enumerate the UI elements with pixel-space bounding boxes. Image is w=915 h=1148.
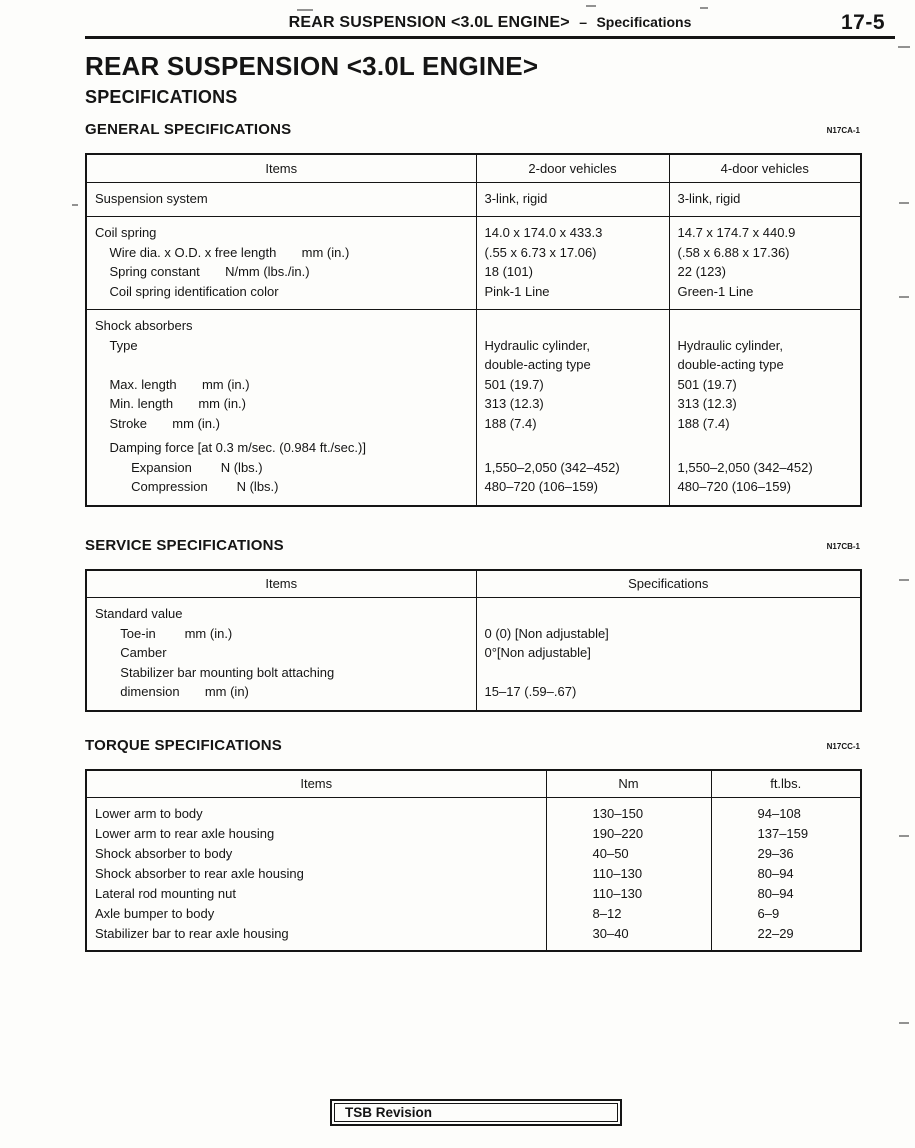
- torque-ftlbs: 137–159: [757, 826, 809, 841]
- general-specifications-table: [85, 153, 862, 507]
- torque-specifications-heading: TORQUE SPECIFICATIONS: [85, 736, 282, 754]
- torque-item: Lower arm to rear axle housing: [95, 826, 275, 841]
- spec-line: Min. length mm (in.): [95, 396, 246, 411]
- tsb-revision-inner: [334, 1103, 618, 1122]
- torque-specifications-heading-row: [85, 737, 860, 755]
- torque-nm: 30–40: [592, 926, 629, 941]
- service-specifications-heading: SERVICE SPECIFICATIONS: [85, 536, 284, 554]
- spec-line: Expansion N (lbs.): [95, 459, 263, 475]
- spec-line: 14.7 x 174.7 x 440.9: [677, 225, 796, 240]
- spec-line: Hydraulic cylinder,: [484, 337, 590, 353]
- document-subtitle: SPECIFICATIONS: [85, 87, 238, 107]
- spec-line: Spring constant N/mm (lbs./in.): [95, 264, 310, 279]
- spec-line: [678, 316, 853, 336]
- spec-line: [485, 438, 661, 458]
- items-cell: [86, 798, 546, 952]
- value-cell: [476, 182, 669, 217]
- spec-line: [485, 663, 853, 683]
- torque-item: Lateral rod mounting nut: [95, 886, 236, 901]
- torque-nm: 190–220: [592, 826, 644, 841]
- table-row-suspension-system: [86, 182, 861, 217]
- torque-ftlbs: 80–94: [757, 886, 794, 901]
- items-cell: [86, 182, 476, 217]
- scan-artifact: [899, 835, 909, 837]
- torque-specifications-code: N17CC-1: [826, 741, 860, 751]
- table-header-row: [86, 154, 861, 182]
- spec-line: Camber: [95, 645, 167, 660]
- spec-line: 188 (7.4): [484, 415, 537, 431]
- spec-line: Suspension system: [95, 190, 208, 206]
- ftlbs-cell: [711, 798, 861, 952]
- spec-line: 18 (101): [484, 264, 533, 279]
- spec-line: [485, 604, 853, 624]
- scan-artifact: [899, 202, 909, 204]
- value-cell: [669, 217, 861, 310]
- spec-line: 15–17 (.59–.67): [484, 684, 577, 699]
- torque-ftlbs: 6–9: [757, 906, 780, 921]
- spec-line: Max. length mm (in.): [95, 376, 250, 392]
- spec-line: 3-link, rigid: [484, 190, 548, 206]
- table-row-standard-value: [86, 598, 861, 711]
- spec-line: Stroke mm (in.): [95, 415, 220, 431]
- torque-item: Shock absorber to rear axle housing: [95, 866, 304, 881]
- torque-nm: 130–150: [592, 806, 644, 821]
- spec-line: 480–720 (106–159): [484, 479, 598, 494]
- torque-nm: 8–12: [592, 906, 622, 921]
- spec-line: 188 (7.4): [677, 415, 730, 431]
- torque-item: Lower arm to body: [95, 806, 203, 821]
- torque-nm: 40–50: [592, 846, 629, 861]
- spec-line: [678, 438, 853, 458]
- spec-line: Compression N (lbs.): [95, 479, 279, 494]
- service-specifications-heading-row: [85, 537, 860, 555]
- scan-artifact: [72, 204, 78, 206]
- table-row-shock-absorbers: [86, 310, 861, 506]
- items-cell: [86, 598, 476, 711]
- spec-line: Type: [95, 337, 138, 353]
- spec-line: Stabilizer bar mounting bolt attaching: [95, 664, 335, 680]
- spec-line: 1,550–2,050 (342–452): [677, 459, 813, 475]
- column-header-specifications: Specifications: [476, 570, 861, 598]
- torque-ftlbs: 80–94: [757, 866, 794, 881]
- document-title: REAR SUSPENSION <3.0L ENGINE>: [85, 51, 539, 81]
- scan-artifact: [297, 9, 313, 11]
- torque-item: Shock absorber to body: [95, 846, 233, 861]
- table-row-coil-spring: [86, 217, 861, 310]
- spec-line: double-acting type: [677, 357, 784, 372]
- scan-artifact: [899, 1022, 909, 1024]
- torque-item: Stabilizer bar to rear axle housing: [95, 926, 289, 941]
- torque-item: Axle bumper to body: [95, 906, 215, 921]
- page-number: 17-5: [840, 11, 885, 34]
- spec-line: 22 (123): [677, 264, 726, 279]
- column-header-4door: 4-door vehicles: [669, 154, 861, 182]
- scan-artifact: [700, 7, 708, 9]
- torque-ftlbs: 22–29: [757, 926, 794, 941]
- torque-nm: 110–130: [592, 866, 643, 881]
- nm-cell: [546, 798, 711, 952]
- torque-body-row: [86, 798, 861, 952]
- value-cell: [476, 310, 669, 506]
- service-specifications-table: [85, 569, 862, 712]
- items-cell: [86, 310, 476, 506]
- spec-line: Damping force [at 0.3 m/sec. (0.984 ft./sec.)]: [95, 440, 366, 455]
- tsb-revision-box: [330, 1099, 622, 1126]
- scan-artifact: [899, 579, 909, 581]
- column-header-items: Items: [86, 154, 476, 182]
- torque-specifications-table: [85, 769, 862, 953]
- spec-line: Green-1 Line: [677, 283, 754, 299]
- spec-line: 313 (12.3): [484, 396, 544, 411]
- general-specifications-heading-row: [85, 121, 860, 139]
- column-header-ftlbs: ft.lbs.: [711, 770, 861, 798]
- spec-line: [485, 316, 661, 336]
- column-header-2door: 2-door vehicles: [476, 154, 669, 182]
- page-header-text: [85, 14, 895, 32]
- header-section: Specifications: [596, 14, 692, 30]
- spec-line: double-acting type: [484, 357, 591, 372]
- spec-line: Wire dia. x O.D. x free length mm (in.): [95, 244, 350, 260]
- value-cell: [476, 217, 669, 310]
- spec-line: Toe-in mm (in.): [95, 625, 233, 641]
- torque-nm: 110–130: [592, 886, 643, 901]
- spec-line: 0°[Non adjustable]: [484, 645, 591, 660]
- spec-line: 313 (12.3): [677, 396, 737, 411]
- header-rule: [85, 36, 895, 39]
- scan-artifact: [898, 46, 910, 48]
- scan-artifact: [899, 296, 909, 298]
- spec-line: 0 (0) [Non adjustable]: [484, 625, 609, 641]
- torque-ftlbs: 29–36: [757, 846, 794, 861]
- header-title: REAR SUSPENSION <3.0L ENGINE>: [288, 14, 570, 31]
- spec-line: 14.0 x 174.0 x 433.3: [484, 225, 603, 240]
- spec-line: Pink-1 Line: [484, 283, 550, 299]
- header-separator: –: [579, 14, 588, 30]
- page-content: [85, 50, 860, 952]
- spec-line: 1,550–2,050 (342–452): [484, 459, 620, 475]
- spec-line: Coil spring: [95, 225, 157, 240]
- spec-line: Hydraulic cylinder,: [677, 337, 783, 353]
- spec-line: 480–720 (106–159): [677, 479, 791, 494]
- value-cell: [669, 310, 861, 506]
- spec-line: 501 (19.7): [677, 376, 737, 392]
- spec-line: 501 (19.7): [484, 376, 544, 392]
- column-header-items: Items: [86, 570, 476, 598]
- torque-ftlbs: 94–108: [757, 806, 801, 821]
- value-cell: [669, 182, 861, 217]
- general-specifications-heading: GENERAL SPECIFICATIONS: [85, 121, 292, 138]
- table-header-row: [86, 770, 861, 798]
- value-cell: [476, 598, 861, 711]
- general-specifications-code: N17CA-1: [826, 126, 860, 135]
- spec-line: [95, 355, 468, 375]
- spec-line: Coil spring identification color: [95, 283, 279, 299]
- spec-line: (.55 x 6.73 x 17.06): [484, 244, 597, 260]
- items-cell: [86, 217, 476, 310]
- table-header-row: [86, 570, 861, 598]
- spec-line: Standard value: [95, 606, 183, 621]
- tsb-revision-label: TSB Revision: [345, 1105, 433, 1120]
- column-header-items: Items: [86, 770, 546, 798]
- spec-line: (.58 x 6.88 x 17.36): [677, 244, 790, 260]
- service-specifications-code: N17CB-1: [826, 541, 860, 551]
- spec-line: Shock absorbers: [95, 318, 193, 333]
- scan-artifact: [586, 5, 596, 7]
- spec-line: dimension mm (in): [95, 684, 249, 699]
- spec-line: 3-link, rigid: [677, 190, 741, 206]
- page-header: [85, 11, 895, 34]
- column-header-nm: Nm: [546, 770, 711, 798]
